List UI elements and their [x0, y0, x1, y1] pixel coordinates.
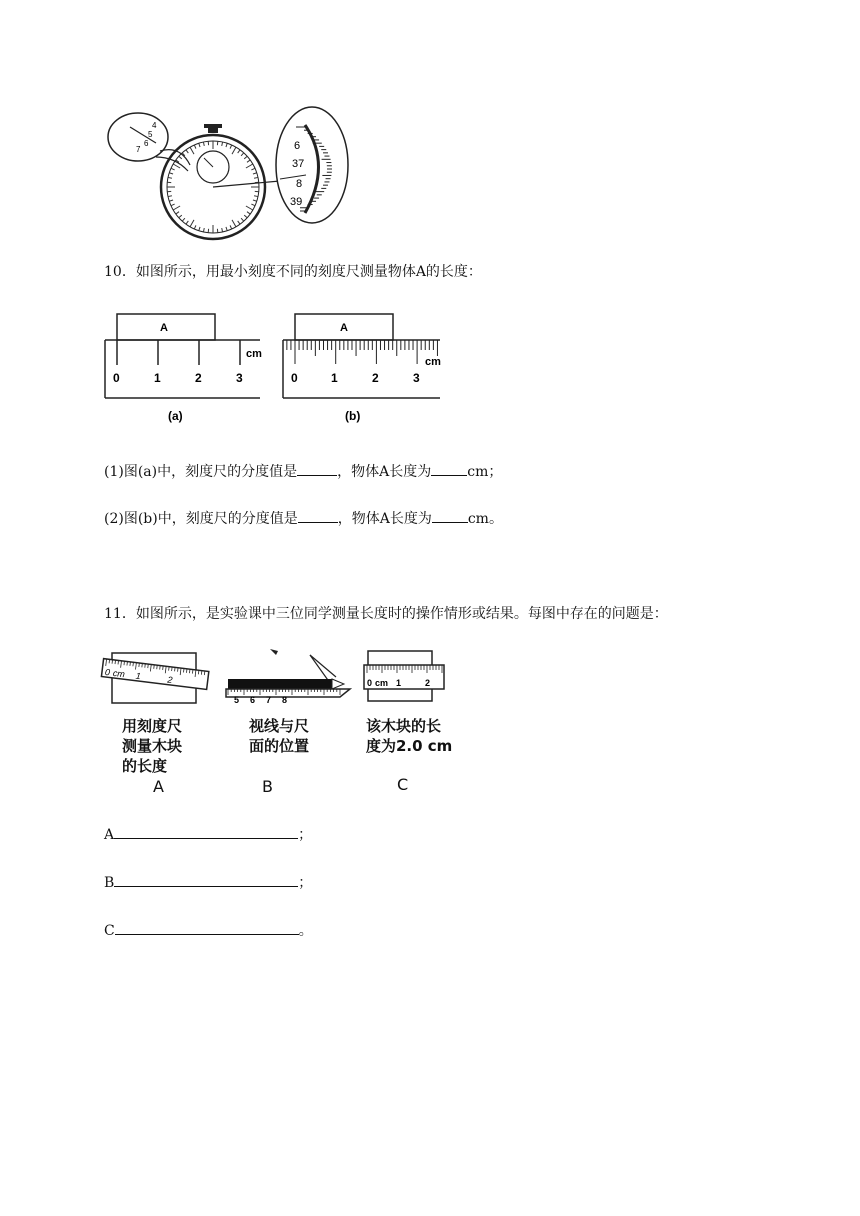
fig-b-label: 8: [282, 695, 288, 705]
fig-a-letter: A: [153, 777, 164, 796]
answer-blank[interactable]: [114, 872, 298, 887]
inset-left-label: 6: [144, 139, 149, 148]
fig-c-letter: C: [397, 775, 409, 794]
answer-blank[interactable]: [115, 920, 299, 935]
inset-right-label: 37: [292, 158, 305, 170]
fig-b-letter: B: [262, 777, 273, 796]
fig-c-caption: 该木块的长 度为2.0 cm: [366, 717, 453, 755]
ruler-a-tick: 2: [195, 371, 202, 385]
inset-left-label: 5: [148, 130, 153, 139]
inset-left-label: 4: [152, 121, 157, 130]
inset-left-label: 7: [136, 145, 141, 154]
answer-line-b: B ；: [104, 872, 312, 893]
ruler-a-caption: (a): [168, 409, 183, 423]
ruler-b-block-label: A: [340, 322, 348, 334]
ruler-a-block-label: A: [160, 322, 168, 334]
inset-right-label: 6: [294, 140, 301, 152]
fig-a-drawing: [101, 653, 208, 703]
fig-c-label: 2: [425, 678, 431, 688]
fig-c-drawing: [364, 651, 444, 701]
inset-right-label: 8: [296, 178, 303, 190]
ruler-b-tick: 3: [413, 371, 420, 385]
answer-blank[interactable]: [298, 508, 338, 523]
fig-b-label: 7: [266, 695, 272, 705]
ruler-a: [105, 314, 262, 423]
answer-blank[interactable]: [432, 508, 468, 523]
fig-b-label: 5: [234, 695, 240, 705]
fig-b-caption: 视线与尺 面的位置: [249, 717, 310, 755]
fig-c-label: 1: [396, 678, 402, 688]
ruler-b-tick: 1: [331, 371, 338, 385]
fig-a-caption: 用刻度尺 测量木块 的长度: [122, 717, 183, 775]
fig-a-label: cm: [112, 667, 126, 680]
q10-sub1: (1)图(a)中，刻度尺的分度值是 ，物体A长度为 cm；: [104, 461, 502, 482]
fig-b-label: 6: [250, 695, 256, 705]
fig-c-label: cm: [375, 678, 389, 688]
fig-a-label: 2: [166, 674, 174, 686]
q11-figures: [100, 645, 450, 705]
ruler-b-caption: (b): [345, 409, 361, 423]
ruler-b-unit: cm: [425, 356, 441, 368]
fig-a-label: 1: [135, 670, 142, 682]
ruler-a-unit: cm: [246, 348, 262, 360]
answer-blank[interactable]: [114, 824, 298, 839]
ruler-a-tick: 0: [113, 371, 120, 385]
fig-a-label: 0: [104, 666, 111, 678]
ruler-figures: [100, 310, 445, 430]
answer-line-c: C 。: [104, 920, 313, 941]
inset-right-label: 39: [290, 196, 303, 208]
ruler-b-tick: 2: [372, 371, 379, 385]
stopwatch-figure: [100, 105, 360, 245]
ruler-b-tick: 0: [291, 371, 298, 385]
q10-sub2: (2)图(b)中，刻度尺的分度值是 ，物体A长度为 cm。: [104, 508, 503, 529]
ruler-a-tick: 1: [154, 371, 161, 385]
fig-c-label: 0: [367, 678, 373, 688]
q11-stem: 11．如图所示，是实验课中三位同学测量长度时的操作情形或结果。每图中存在的问题是：: [104, 606, 668, 622]
answer-blank[interactable]: [297, 461, 337, 476]
ruler-b: [283, 314, 441, 423]
ruler-a-tick: 3: [236, 371, 243, 385]
fig-b-drawing: [226, 649, 350, 705]
answer-blank[interactable]: [431, 461, 467, 476]
q10-stem: 10．如图所示，用最小刻度不同的刻度尺测量物体A的长度：: [104, 264, 482, 280]
answer-line-a: A ；: [104, 824, 312, 845]
